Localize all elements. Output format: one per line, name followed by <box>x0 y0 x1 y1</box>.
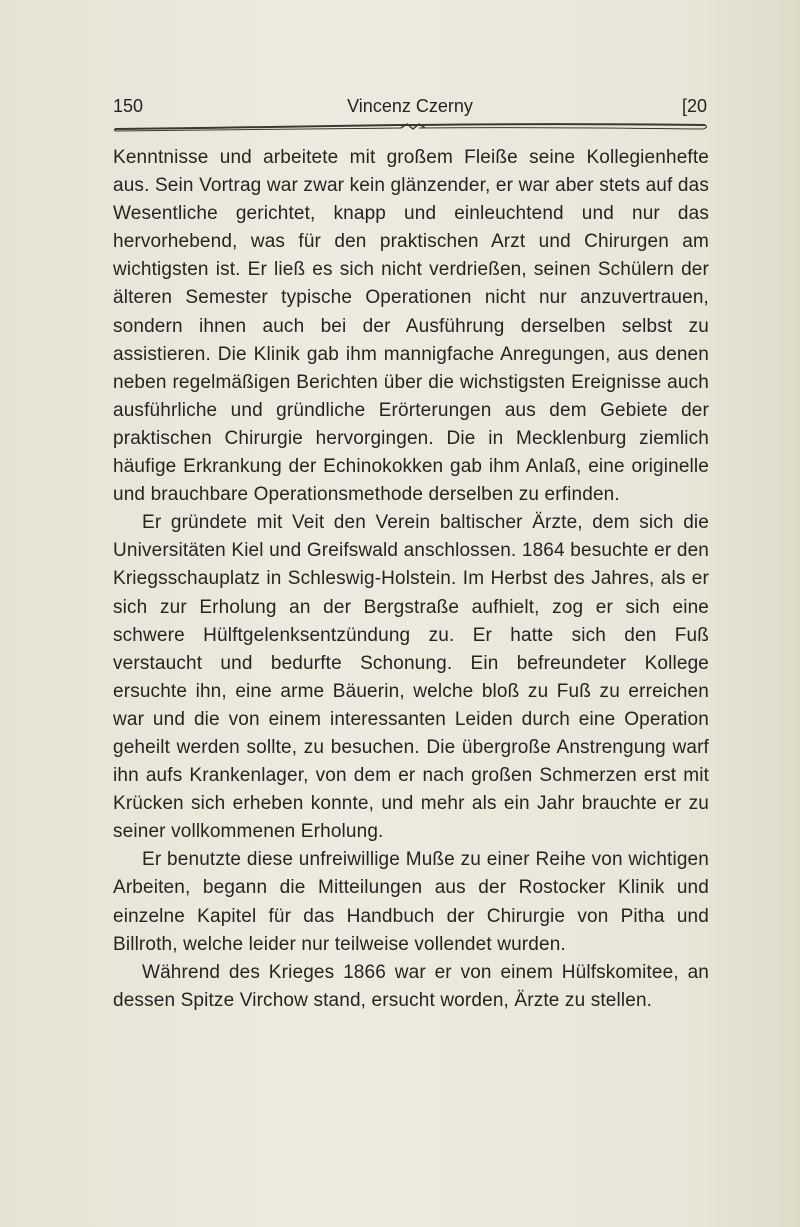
running-head: Vincenz Czerny <box>347 96 473 116</box>
chapter-mark: [20 <box>681 96 707 116</box>
page-header <box>113 96 707 122</box>
page-number: 150 <box>113 96 144 116</box>
paragraph: Er gründete mit Veit den Verein baltischer Ärzte, dem sich die Universitäten Kiel und Greifswald anschlossen. 1864 besuchte er den Kriegsschauplatz in Schleswig-Holstein. Im Herbst des Jahres, als er sich zur Erholung an der Bergstraße aufhielt, zog er sich eine schwere Hülftgelenksentzündung zu. Er hatte sich den Fuß verstaucht und bedurfte Schonung. Ein befreundeter Kollege ersuchte ihn, eine arme Bäuerin, welche bloß zu Fuß zu erreichen war und die von einem interessanten Leiden durch eine Operation geheilt werden sollte, zu besuchen. Die übergroße Anstrengung warf ihn aufs Krankenlager, von dem er nach großen Schmerzen erst mit Krücken sich erheben konnte, und mehr als ein Jahr brauchte er zu seiner vollkommenen Erholung. <box>113 512 709 843</box>
paragraph: Er benutzte diese unfreiwillige Muße zu einer Reihe von wichtigen Arbeiten, begann die Mitteilungen aus der Rostocker Klinik und einzelne Kapitel für das Handbuch der Chirurgie von Pitha und Billroth, welche leider nur teilweise vollendet wurden. <box>113 849 709 955</box>
paragraph: Kenntnisse und arbeitete mit großem Fleiße seine Kollegienhefte aus. Sein Vortrag war zwar kein glänzender, er war aber stets auf das Wesentliche gerichtet, knapp und einleuchtend und nur das hervorhebend, was für den praktischen Arzt und Chirurgen am wichtigsten ist. Er ließ es sich nicht verdrießen, seinen Schülern der älteren Semester typische Operationen nicht nur anzuvertrauen, sondern ihnen auch bei der Ausführung derselben selbst zu assistieren. Die Klinik gab ihm mannigfache Anregungen, aus denen neben regelmäßigen Berichten über die wichstigsten Ereignisse auch ausführliche und gründliche Erörterungen aus dem Gebiete der praktischen Chirurgie hervorgingen. Die in Mecklenburg ziemlich häufige Erkrankung der Echinokokken gab ihm Anlaß, eine originelle und brauchbare Operationsmethode derselben zu erfinden. <box>113 147 709 506</box>
body-text <box>113 144 709 1015</box>
paragraph: Während des Krieges 1866 war er von einem Hülfskomitee, an dessen Spitze Virchow stand, ersucht worden, Ärzte zu stellen. <box>113 961 709 1011</box>
header-rule-ornament <box>113 121 709 135</box>
